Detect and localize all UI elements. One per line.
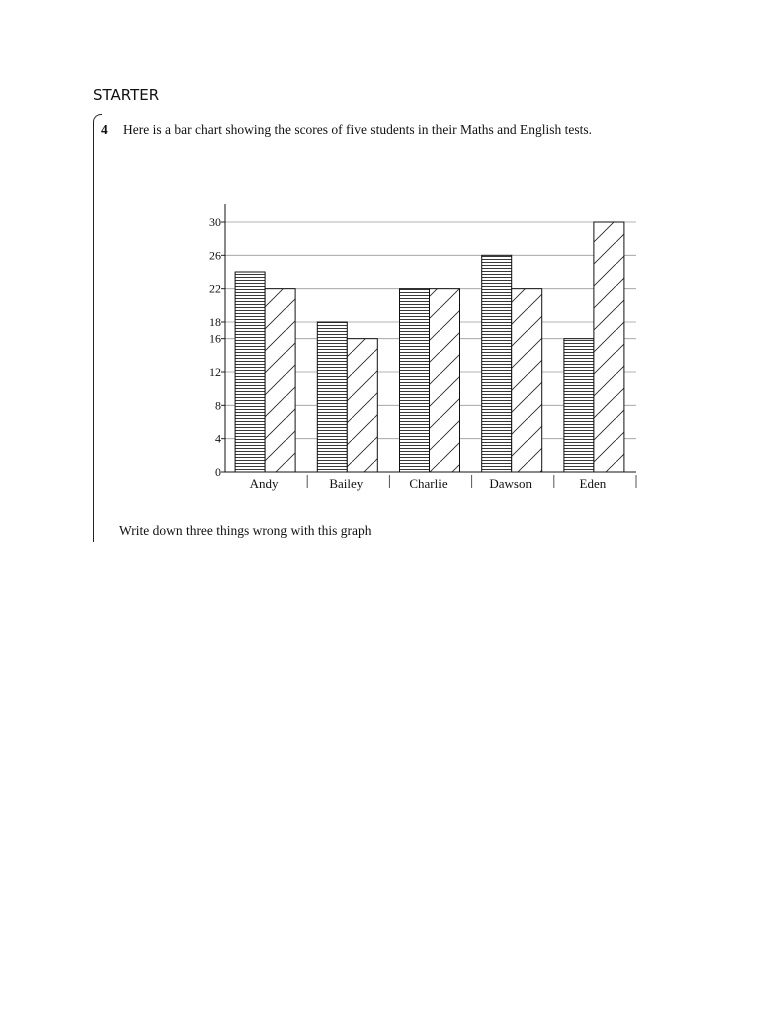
y-tick-label: 12 <box>209 365 221 379</box>
y-tick-label: 30 <box>209 215 221 229</box>
bar-diagonal-hatch <box>430 289 460 472</box>
y-tick-label: 18 <box>209 315 221 329</box>
bar-horizontal-lines <box>235 272 265 472</box>
y-tick-label: 8 <box>215 398 221 413</box>
x-category-label: Eden <box>579 476 607 491</box>
bar-diagonal-hatch <box>594 222 624 472</box>
bars <box>235 222 624 472</box>
x-category-label: Andy <box>249 476 279 491</box>
y-tick-label: 4 <box>215 431 221 446</box>
y-tick-label: 22 <box>209 281 221 296</box>
question-text: Here is a bar chart showing the scores of five students in their Maths and English tests. <box>123 122 593 137</box>
bar-horizontal-lines <box>317 322 347 472</box>
x-category-label: Charlie <box>409 476 448 491</box>
y-tick-label: 16 <box>209 331 221 346</box>
bar-horizontal-lines <box>564 339 594 472</box>
x-category-label: Dawson <box>489 476 533 491</box>
bar-diagonal-hatch <box>347 339 377 472</box>
y-tick-label: 26 <box>209 248 221 263</box>
footer-prompt: Write down three things wrong with this graph <box>119 523 372 538</box>
y-tick-label: 0 <box>215 465 221 479</box>
bar-diagonal-hatch <box>512 289 542 472</box>
starter-heading: STARTER <box>93 86 160 104</box>
bar-horizontal-lines <box>400 289 430 472</box>
x-category-label: Bailey <box>329 476 364 491</box>
question-number: 4 <box>101 122 108 137</box>
bar-diagonal-hatch <box>265 289 295 472</box>
bar-horizontal-lines <box>482 255 512 472</box>
